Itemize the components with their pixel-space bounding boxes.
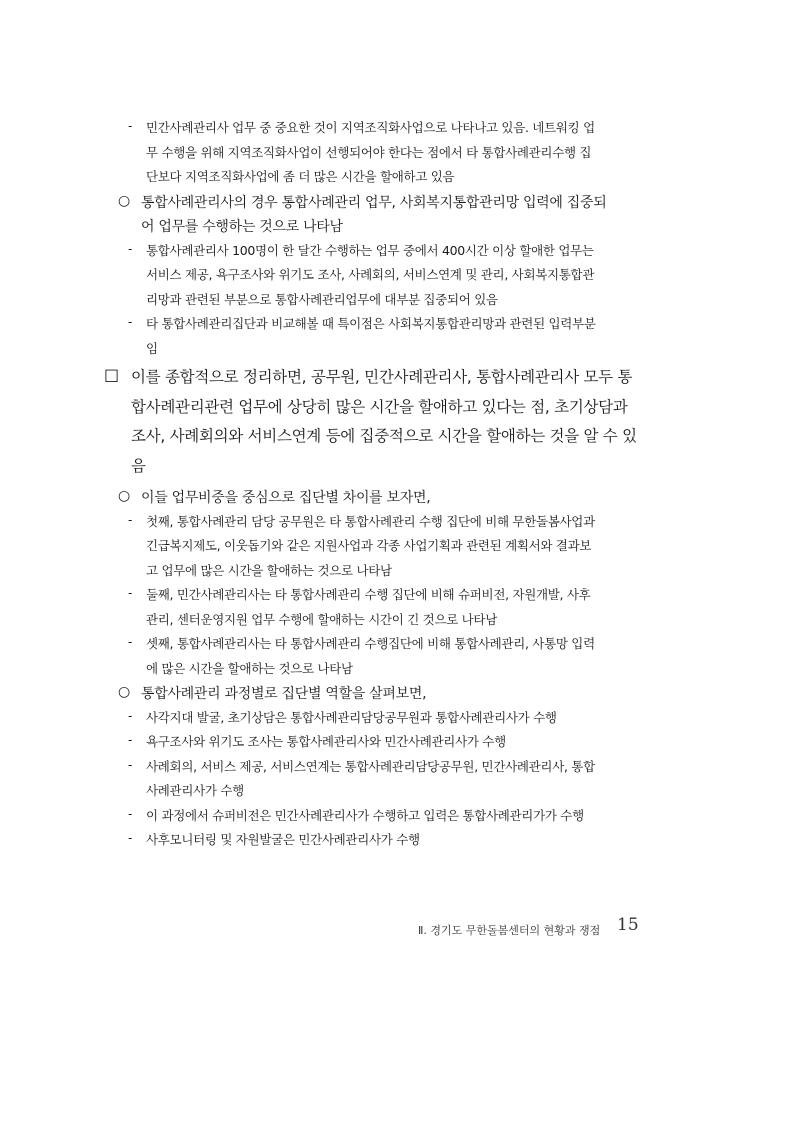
- circle-bullet-icon: ○: [118, 684, 131, 700]
- dash-marker: -: [128, 586, 133, 600]
- text-line: 첫째, 통합사례관리 담당 공무원은 타 통합사례관리 수행 집단에 비해 무한돌봄사업과: [146, 513, 595, 529]
- text-line: 임: [146, 340, 158, 356]
- dash-marker: -: [128, 733, 133, 747]
- text-line: 음: [131, 456, 146, 475]
- square-bullet-icon: □: [104, 365, 120, 384]
- dash-marker: -: [128, 512, 133, 527]
- text-line: 셋째, 통합사례관리사는 타 통합사례관리 수행집단에 비해 통합사례관리, 사통망 입력: [146, 636, 595, 651]
- text-line: 사례관리사가 수행: [146, 783, 244, 798]
- text-line: 단보다 지역조직화사업에 좀 더 많은 시간을 할애하고 있음: [146, 169, 455, 184]
- text-line: 민간사례관리사 업무 중 중요한 것이 지역조직화사업으로 나타나고 있음. 네트워킹 업: [146, 120, 595, 135]
- running-footer: Ⅱ. 경기도 무한돌봄센터의 현황과 쟁점: [418, 924, 601, 937]
- text-line: 고 업무에 많은 시간을 할애하는 것으로 나타남: [146, 562, 392, 578]
- text-line: 욕구조사와 위기도 조사는 통합사례관리사와 민간사례관리사가 수행: [146, 734, 506, 749]
- dash-marker: -: [128, 757, 133, 772]
- text-line: 사례회의, 서비스 제공, 서비스연계는 통합사례관리담당공무원, 민간사례관리사, 통합: [146, 758, 595, 774]
- text-line: 통합사례관리사의 경우 통합사례관리 업무, 사회복지통합관리망 입력에 집중되: [141, 194, 607, 211]
- text-line: 둘째, 민간사례관리사는 타 통합사례관리 수행 집단에 비해 슈퍼비전, 자원개발, 사후: [146, 587, 591, 602]
- text-line: 타 통합사례관리집단과 비교해볼 때 특이점은 사회복지통합관리망과 관련된 입력부분: [146, 316, 596, 331]
- dash-marker: -: [128, 635, 133, 649]
- text-line: 통합사례관리 과정별로 집단별 역할을 살펴보면,: [141, 686, 427, 702]
- text-line: 긴급복지제도, 이웃돕기와 같은 지원사업과 각종 사업기획과 관련된 계획서와 결과보: [146, 538, 592, 553]
- dash-marker: -: [128, 806, 133, 821]
- text-line: 어 업무를 수행하는 것으로 나타남: [141, 219, 343, 235]
- dash-marker: -: [128, 831, 133, 845]
- text-line: 사후모니터링 및 자원발굴은 민간사례관리사가 수행: [146, 832, 420, 847]
- text-line: 이들 업무비중을 중심으로 집단별 차이를 보자면,: [141, 490, 431, 506]
- circle-bullet-icon: ○: [118, 488, 131, 504]
- dash-marker: -: [128, 708, 133, 723]
- text-line: 합사례관리관련 업무에 상당히 많은 시간을 할애하고 있다는 점, 초기상담과: [131, 397, 628, 416]
- dash-marker: -: [128, 241, 133, 256]
- text-line: 사각지대 발굴, 초기상담은 통합사례관리담당공무원과 통합사례관리사가 수행: [146, 709, 557, 725]
- dash-marker: -: [128, 315, 133, 329]
- page-number: 15: [617, 915, 639, 935]
- text-line: 이 과정에서 슈퍼비전은 민간사례관리사가 수행하고 입력은 통합사례관리가가 수행: [146, 807, 584, 823]
- text-line: 무 수행을 위해 지역조직화사업이 선행되어야 한다는 점에서 타 통합사례관리수행 집: [146, 144, 592, 160]
- text-line: 에 많은 시간을 할애하는 것으로 나타남: [146, 660, 353, 676]
- text-line: 서비스 제공, 욕구조사와 위기도 조사, 사례회의, 서비스연계 및 관리, 사회복지통합관: [146, 267, 595, 282]
- text-line: 리망과 관련된 부분으로 통합사례관리업무에 대부분 집중되어 있음: [146, 291, 498, 307]
- text-line: 조사, 사례회의와 서비스연계 등에 집중적으로 시간을 할애하는 것을 알 수 있: [131, 427, 637, 445]
- text-line: 관리, 센터운영지원 업무 수행에 할애하는 시간이 긴 것으로 나타남: [146, 611, 497, 627]
- text-line: 통합사례관리사 100명이 한 달간 수행하는 업무 중에서 400시간 이상 할애한 업무는: [146, 242, 594, 258]
- circle-bullet-icon: ○: [118, 192, 131, 209]
- text-line: 이를 종합적으로 정리하면, 공무원, 민간사례관리사, 통합사례관리사 모두 통: [131, 368, 633, 386]
- dash-marker: -: [128, 119, 133, 133]
